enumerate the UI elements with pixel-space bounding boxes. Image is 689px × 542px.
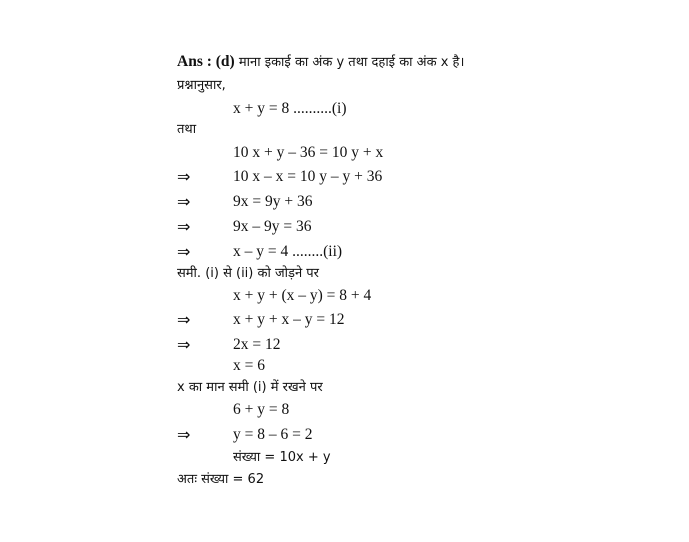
implies-symbol: ⇒ [177, 217, 191, 236]
equation-10: x = 6 [233, 357, 265, 374]
adding-equations-text: समी. (i) से (ii) को जोड़ने पर [177, 266, 320, 281]
equation-3: 10 x – x = 10 y – y + 36 [233, 168, 383, 185]
equation-4: 9x = 9y + 36 [233, 193, 313, 210]
equation-1: x + y = 8 ..........(i) [233, 100, 347, 117]
implies-symbol: ⇒ [177, 310, 191, 329]
substitute-text: x का मान समी (i) में रखने पर [177, 380, 323, 395]
according-to-question: प्रश्नानुसार, [177, 78, 226, 93]
equation-12: y = 8 – 6 = 2 [233, 426, 313, 443]
answer-intro: माना इकाई का अंक y तथा दहाई का अंक x है। [234, 55, 465, 70]
implies-symbol: ⇒ [177, 167, 191, 186]
equation-7: x + y + (x – y) = 8 + 4 [233, 287, 372, 304]
implies-symbol: ⇒ [177, 425, 191, 444]
equation-5: 9x – 9y = 36 [233, 218, 312, 235]
implies-symbol: ⇒ [177, 335, 191, 354]
equation-8: x + y + x – y = 12 [233, 311, 345, 328]
and-text: तथा [177, 122, 197, 137]
equation-11: 6 + y = 8 [233, 401, 290, 418]
implies-symbol: ⇒ [177, 192, 191, 211]
answer-label: Ans : (d) [177, 53, 235, 70]
number-expression: संख्या = 10x + y [233, 450, 331, 465]
answer-line [177, 52, 464, 73]
equation-6: x – y = 4 ........(ii) [233, 243, 343, 260]
equation-2: 10 x + y – 36 = 10 y + x [233, 144, 384, 161]
equation-9: 2x = 12 [233, 336, 281, 353]
implies-symbol: ⇒ [177, 242, 191, 261]
final-answer: अतः संख्या = 62 [177, 472, 265, 487]
